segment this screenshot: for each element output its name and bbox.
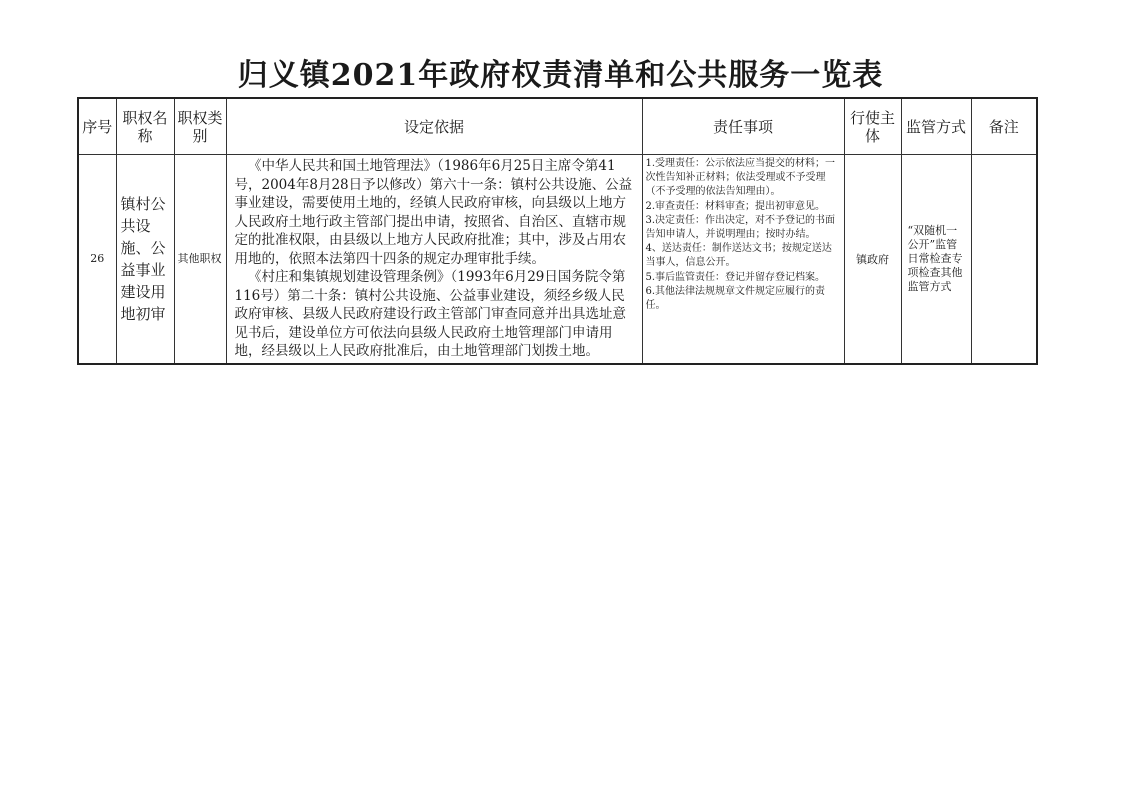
basis-paragraph: 《中华人民共和国土地管理法》（1986年6月25日主席令第41号，2004年8月28日予以修改）第六十一条：镇村公共设施、公益事业建设，需要使用土地的，经镇人民政府审核，向县级以上地方人民政府土地行政主管部门提出申请，按照省、自治区、直辖市规定的批准权限，由县级以上地方人民政府批准；其中，涉及占用农用地的，依照本法第四十四条的规定办理审批手续。	[234, 158, 633, 267]
cell-no: 26	[78, 155, 116, 364]
header-duty: 责任事项	[642, 98, 844, 155]
header-basis: 设定依据	[226, 98, 642, 155]
header-note: 备注	[971, 98, 1037, 155]
cell-basis	[226, 155, 642, 364]
duty-list-table	[77, 97, 1038, 365]
duty-item: 3.决定责任：作出决定，对不予登记的书面告知申请人，并说明理由；按时办结。	[645, 214, 836, 241]
duty-item: 2.审查责任：材料审查；提出初审意见。	[645, 200, 826, 212]
header-supervision: 监管方式	[901, 98, 971, 155]
header-no: 序号	[78, 98, 116, 155]
header-name: 职权名称	[116, 98, 174, 155]
duty-item: 4、送达责任：制作送达文书；按规定送达当事人，信息公开。	[645, 243, 832, 269]
cell-supervision: “双随机一公开”监管日常检查专项检查其他监管方式	[901, 155, 971, 364]
duty-item: 1.受理责任：公示依法应当提交的材料；一次性告知补正材料；依法受理或不予受理（不予受理的依法告知理由）。	[645, 158, 836, 198]
cell-note	[971, 155, 1037, 364]
page-title: 归义镇2021年政府权责清单和公共服务一览表	[237, 58, 884, 93]
cell-subject: 镇政府	[844, 155, 901, 364]
header-subject: 行使主体	[844, 98, 901, 155]
duty-item: 6.其他法律法规规章文件规定应履行的责任。	[645, 285, 826, 312]
basis-paragraph: 《村庄和集镇规划建设管理条例》（1993年6月29日国务院令第116号）第二十条：镇村公共设施、公益事业建设，须经乡级人民政府审核、县级人民政府建设行政主管部门审查同意并出具选址意见书后，建设单位方可依法向县级人民政府土地管理部门申请用地，经县级以上人民政府批准后，由土地管理部门划拨土地。	[234, 269, 626, 359]
table-row	[78, 155, 1037, 364]
cell-category: 其他职权	[174, 155, 226, 364]
duty-item: 5.事后监管责任：登记并留存登记档案。	[645, 271, 826, 283]
header-category: 职权类别	[174, 98, 226, 155]
cell-name: 镇村公共设施、公益事业建设用地初审	[116, 155, 174, 364]
table-header-row	[78, 98, 1037, 155]
cell-duty	[642, 155, 844, 364]
